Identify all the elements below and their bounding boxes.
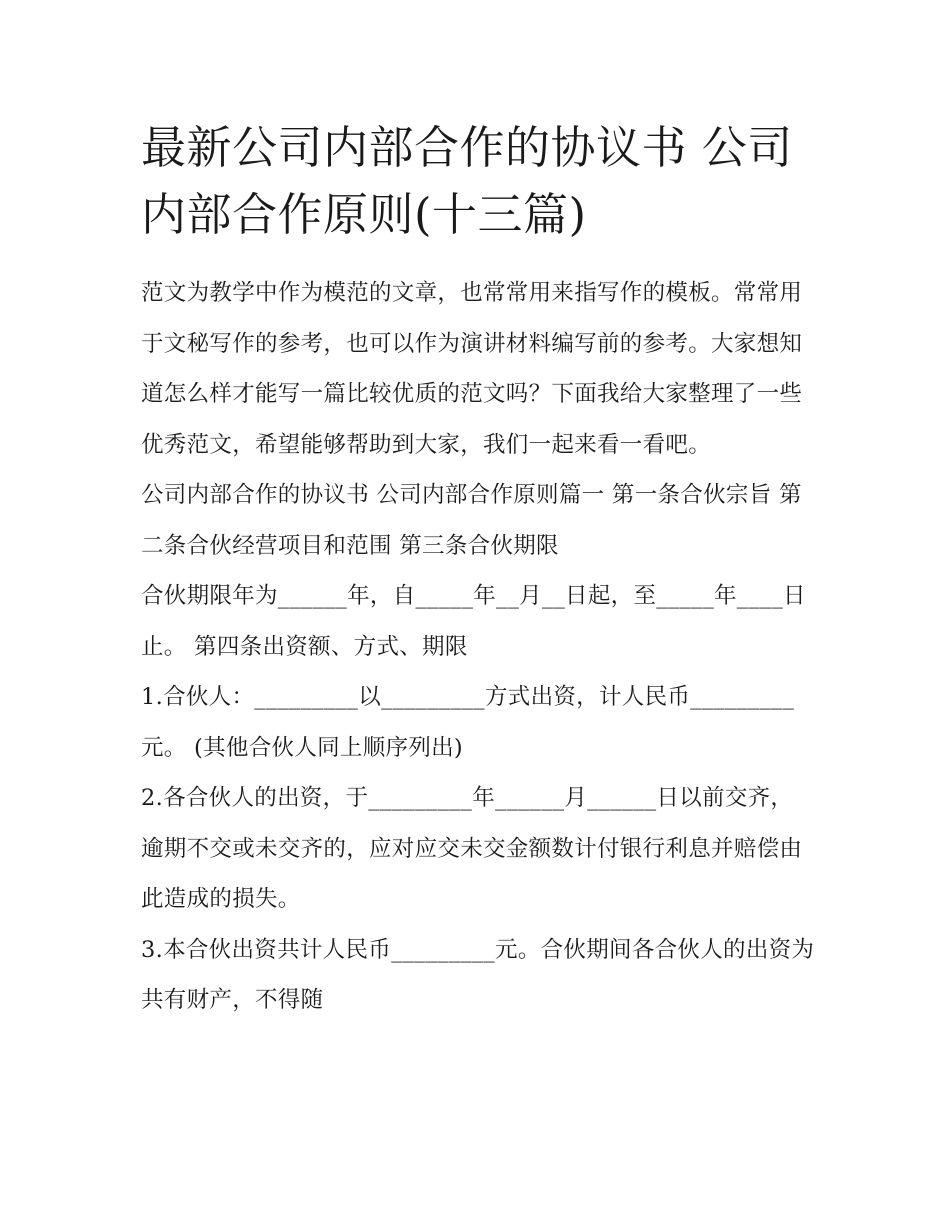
term-paragraph: 合伙期限年为______年，自_____年__月__日起，至_____年____日止。 第四条出资额、方式、期限 <box>141 583 806 660</box>
agreement-heading-paragraph: 公司内部合作的协议书 公司内部合作原则篇一 第一条合伙宗旨 第二条合伙经营项目和范围 第三条合伙期限 <box>141 482 802 559</box>
clause-3-paragraph: 3.本合伙出资共计人民币_________元。合伙期间各合伙人的出资为共有财产，不得随 <box>141 936 815 1013</box>
clause-1-paragraph: 1.合伙人：_________以_________方式出资，计人民币_________元。 (其他合伙人同上顺序列出) <box>141 684 795 761</box>
document-body <box>141 114 816 1026</box>
clause-2-paragraph: 2.各合伙人的出资，于_________年______月______日以前交齐，逾期不交或未交齐的，应对应交未交金额数计付银行利息并赔偿由此造成的损失。 <box>141 785 803 912</box>
document-title: 最新公司内部合作的协议书 公司内部合作原则(十三篇) <box>141 121 793 241</box>
intro-paragraph: 范文为教学中作为模范的文章，也常常用来指写作的模板。常常用于文秘写作的参考，也可以作为演讲材料编写前的参考。大家想知道怎么样才能写一篇比较优质的范文吗？下面我给大家整理了一些优秀范文，希望能够帮助到大家，我们一起来看一看吧。 <box>141 280 803 458</box>
